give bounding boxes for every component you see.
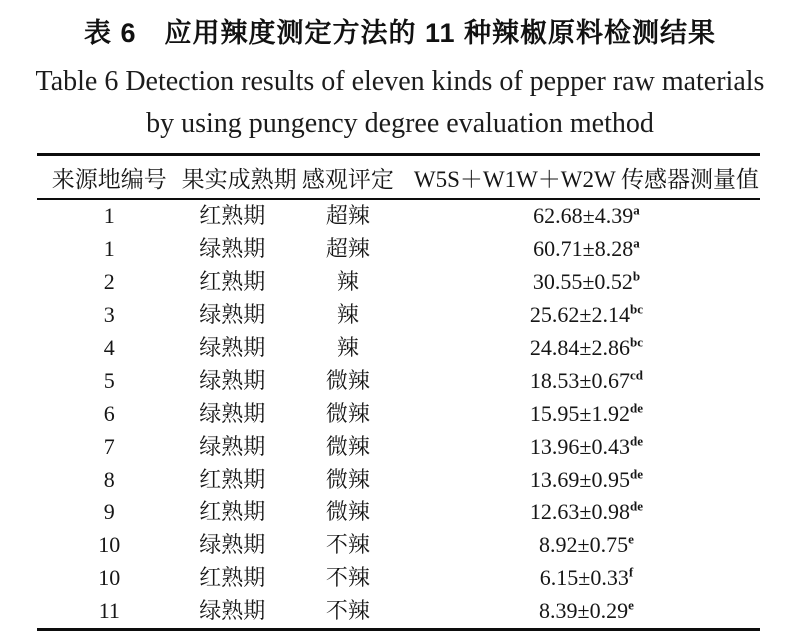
ripeness-cell: 绿熟期 [199,335,266,360]
sensory-cell: 微辣 [325,400,370,426]
measurement-cell [413,496,760,529]
measurement-cell [413,529,760,562]
table-row [37,233,760,266]
measurement-value: 8.92±0.75 [539,532,629,558]
source-id-cell: 6 [103,400,115,426]
measurement-value: 25.62±2.14 [529,302,630,328]
measurement-cell [413,332,760,365]
measurement-cell [413,199,760,233]
significance-superscript: a [633,236,640,251]
sensory-cell: 不辣 [325,565,370,591]
table-title-english-line1: Table 6 Detection results of eleven kinds of pepper raw materials [35,66,765,97]
table-row [37,299,760,332]
measurement-cell [413,595,760,630]
significance-superscript: de [630,433,643,449]
measurement-value: 60.71±8.28 [533,236,634,262]
source-id-cell: 4 [103,335,115,360]
sensory-cell: 辣 [336,302,359,328]
measurement-value: 15.95±1.92 [529,400,630,426]
significance-superscript: cd [630,367,643,383]
header-ripeness: 果实成熟期 [182,155,283,200]
source-id-cell: 1 [103,236,115,262]
source-id-cell: 10 [98,532,121,558]
source-id-cell: 2 [103,269,115,295]
table-row [37,332,760,365]
significance-superscript: bc [630,301,643,317]
header-source-id: 来源地编号 [37,155,182,200]
ripeness-cell: 红熟期 [199,203,266,229]
sensory-cell: 不辣 [325,532,370,558]
measurement-cell [413,266,760,299]
ripeness-cell: 绿熟期 [199,532,266,558]
ripeness-cell: 绿熟期 [199,598,266,624]
table-row [37,397,760,430]
source-id-cell: 8 [103,466,115,492]
sensory-cell: 辣 [336,335,359,360]
sensory-cell: 辣 [336,269,359,295]
measurement-cell [413,299,760,332]
significance-superscript: de [630,466,643,482]
measurement-value: 13.96±0.43 [529,433,630,459]
measurement-cell [413,562,760,595]
table-title-chinese: 表 6 应用辣度测定方法的 11 种辣椒原料检测结果 [83,18,717,48]
table-title-english-line2: by using pungency degree evaluation method [146,108,654,139]
table-row [37,266,760,299]
measurement-cell [413,430,760,463]
table-row [37,595,760,630]
sensory-cell: 微辣 [325,466,370,492]
table-row [37,562,760,595]
table-row [37,496,760,529]
source-id-cell: 11 [98,598,120,624]
source-id-cell: 10 [98,565,121,591]
table-header-row [37,155,760,200]
significance-superscript: bc [630,334,643,350]
measurement-value: 13.69±0.95 [529,466,630,492]
sensory-cell: 超辣 [325,203,370,229]
measurement-value: 12.63±0.98 [529,499,630,525]
sensory-cell: 微辣 [325,367,370,393]
significance-superscript: e [628,532,634,548]
ripeness-cell: 绿熟期 [199,433,266,459]
table-row [37,430,760,463]
measurement-value: 6.15±0.33 [539,565,629,591]
detection-results-table [37,153,760,631]
significance-superscript: de [630,499,643,515]
ripeness-cell: 红熟期 [199,499,266,525]
measurement-value: 24.84±2.86 [529,335,630,360]
ripeness-cell: 绿熟期 [199,302,266,328]
table-row [37,199,760,233]
significance-superscript: b [632,268,641,284]
ripeness-cell: 红熟期 [199,269,266,295]
measurement-value: 8.39±0.29 [539,598,629,624]
measurement-cell [413,233,760,266]
source-id-cell: 5 [103,367,115,393]
measurement-value: 18.53±0.67 [529,367,630,393]
measurement-value: 62.68±4.39 [533,203,634,229]
ripeness-cell: 绿熟期 [199,236,266,262]
table-row [37,463,760,496]
measurement-cell [413,397,760,430]
ripeness-cell: 绿熟期 [199,400,266,426]
significance-superscript: f [628,564,634,580]
source-id-cell: 3 [103,302,115,328]
header-sensor-measurement: W5S＋W1W＋W2W 传感器测量值 [413,155,760,200]
header-sensory: 感观评定 [283,155,413,200]
sensory-cell: 微辣 [325,499,370,525]
significance-superscript: a [633,203,640,219]
sensory-cell: 超辣 [325,236,370,262]
measurement-cell [413,463,760,496]
source-id-cell: 7 [103,433,115,459]
source-id-cell: 1 [103,203,115,229]
source-id-cell: 9 [103,499,115,525]
sensory-cell: 微辣 [325,433,370,459]
ripeness-cell: 红熟期 [199,466,266,492]
measurement-cell [413,364,760,397]
table-row [37,529,760,562]
sensory-cell: 不辣 [325,598,370,624]
table-row [37,364,760,397]
ripeness-cell: 红熟期 [199,565,266,591]
significance-superscript: e [628,597,634,613]
ripeness-cell: 绿熟期 [199,367,266,393]
significance-superscript: de [630,400,643,416]
measurement-value: 30.55±0.52 [532,269,633,295]
